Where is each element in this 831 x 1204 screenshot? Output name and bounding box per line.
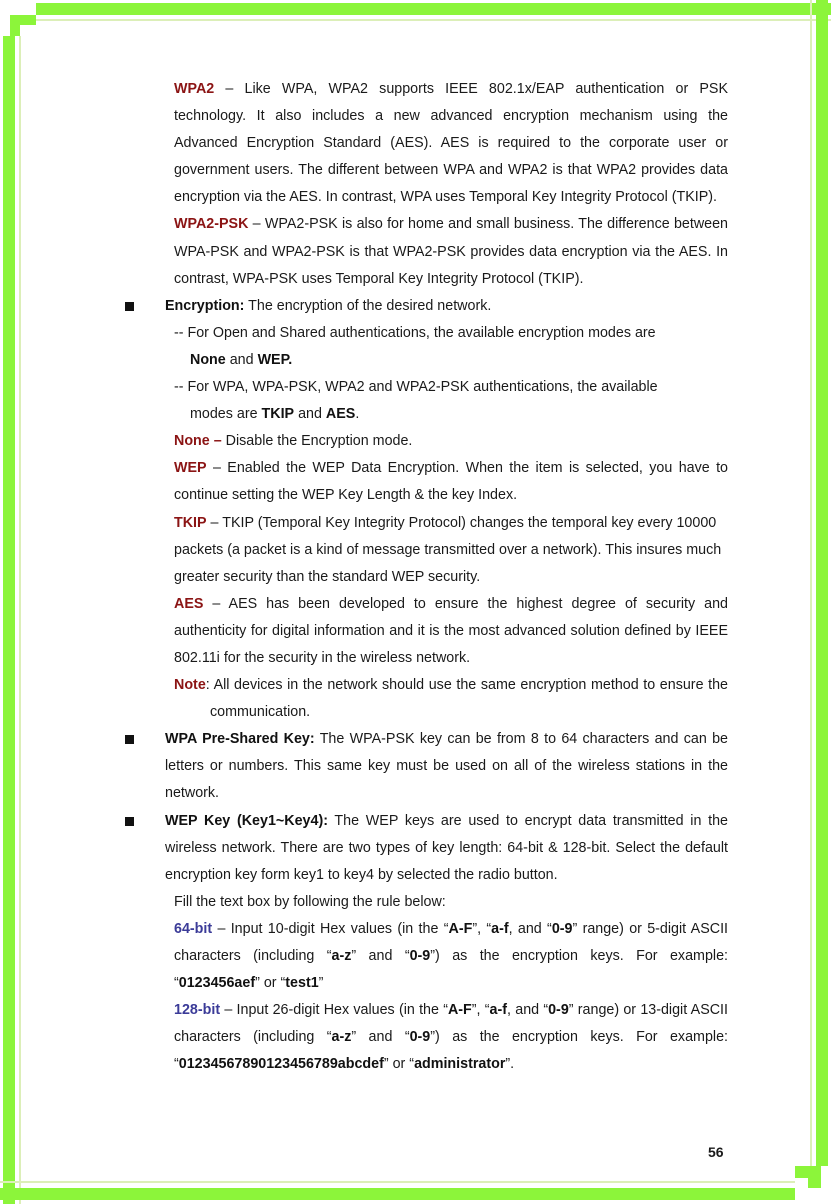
- text: ”) as the encryption keys. For example: “: [174, 1029, 728, 1073]
- example-key: 01234567890123456789abcdef: [178, 1056, 384, 1073]
- text: , and “: [508, 920, 552, 937]
- and-text: and: [225, 351, 258, 368]
- range: A-F: [447, 1002, 472, 1019]
- range: 0-9: [548, 1002, 569, 1019]
- term-aes: AES: [174, 595, 204, 612]
- wpa2psk-text: – WPA2-PSK is also for home and small business. The difference between WPA-PSK and WPA2-PSK is that WPA2-PSK provides data encryption via the AES. In contrast, WPA-PSK uses Temporal Key Integrity Protocol (TKIP).: [174, 216, 728, 287]
- document-body: [165, 76, 728, 1078]
- tkip-text: – TKIP (Temporal Key Integrity Protocol) changes the temporal key every 10000 packets (a packet is a kind of message transmitted over a network). This insures much greater security than the standard WEP security.: [174, 514, 722, 585]
- text: ”) as the encryption keys. For example: “: [174, 948, 728, 992]
- aes-text: – AES has been developed to ensure the highest degree of security and authenticity for digital information and it is the most advanced solution defined by IEEE 802.11i for the security in the wireless network.: [174, 595, 728, 666]
- bit128-paragraph: [165, 997, 728, 1078]
- period: .: [355, 406, 360, 423]
- term-128bit: 128-bit: [174, 1002, 221, 1019]
- encryption-line1: -- For Open and Shared authentications, the available encryption modes are: [174, 324, 656, 341]
- range: a-z: [331, 1029, 352, 1046]
- wpa-psk-key-label: WPA Pre-Shared Key:: [165, 731, 315, 748]
- example-key: test1: [285, 975, 319, 992]
- note-paragraph: [165, 672, 728, 726]
- encryption-line2: -- For WPA, WPA-PSK, WPA2 and WPA2-PSK authentications, the available: [174, 379, 658, 396]
- wep-text: – Enabled the WEP Data Encryption. When the item is selected, you have to continue setting the WEP Key Length & the key Index.: [174, 460, 728, 504]
- mode-tkip: TKIP: [261, 406, 295, 423]
- text: ” and “: [351, 1029, 410, 1046]
- range: 0-9: [551, 920, 573, 937]
- text: ” or “: [383, 1056, 415, 1073]
- text: – Input 26-digit Hex values (in the “: [220, 1002, 448, 1019]
- bullet-wpa-psk-key: [165, 726, 728, 807]
- term-tkip: TKIP: [174, 514, 207, 531]
- range: a-f: [491, 920, 509, 937]
- encryption-line1-modes: [165, 347, 728, 374]
- wpa2psk-paragraph: [165, 211, 728, 292]
- text: ” or “: [255, 975, 286, 992]
- page-number: 56: [708, 1144, 724, 1160]
- mode-none: None: [190, 351, 226, 368]
- none-paragraph: [165, 428, 728, 455]
- wpa2-paragraph: [165, 76, 728, 211]
- term-64bit: 64-bit: [174, 920, 213, 937]
- term-none: None –: [174, 433, 222, 450]
- note-text: : All devices in the network should use the same encryption method to ensure the communication.: [205, 677, 728, 721]
- term-note: Note: [174, 677, 206, 694]
- text: ”, “: [471, 1002, 490, 1019]
- and-text: and: [294, 406, 326, 423]
- range: a-f: [489, 1002, 508, 1019]
- modes-text: modes are: [190, 406, 262, 423]
- text: ” range) or 13-digit ASCII characters (including “: [174, 1002, 729, 1046]
- text: ” and “: [351, 948, 410, 964]
- term-wpa2: WPA2: [174, 81, 215, 97]
- bullet-encryption: [165, 293, 728, 320]
- fill-rule: Fill the text box by following the rule below:: [174, 893, 446, 910]
- encryption-label: Encryption:: [165, 297, 245, 314]
- wep-paragraph: [165, 455, 728, 509]
- mode-aes: AES: [325, 406, 356, 423]
- wpa2-text: – Like WPA, WPA2 supports IEEE 802.1x/EAP authentication or PSK technology. It also includes a new advanced encryption mechanism using the Advanced Encryption Standard (AES). AES is required to the corporate user or government users. The different between WPA and WPA2 is that WPA2 provides data encryption via the AES. In contrast, WPA uses Temporal Key Integrity Protocol (TKIP).: [174, 81, 728, 206]
- none-text: Disable the Encryption mode.: [221, 433, 413, 450]
- wep-key-text: The WEP keys are used to encrypt data transmitted in the wireless network. There are two types of key length: 64-bit & 128-bit. Select the default encryption key form key1 to key4 by selected the radio button.: [165, 812, 728, 883]
- example-key: 0123456aef: [178, 975, 256, 992]
- range: 0-9: [409, 948, 431, 964]
- mode-wep: WEP.: [257, 351, 293, 368]
- aes-paragraph: [165, 591, 728, 672]
- encryption-line2-modes: [165, 401, 728, 428]
- text: ”: [318, 975, 324, 992]
- bullet-wep-key: [165, 808, 728, 889]
- range: a-z: [331, 948, 352, 964]
- example-key: administrator: [414, 1056, 506, 1073]
- encryption-text: The encryption of the desired network.: [244, 297, 492, 314]
- wpa-psk-key-text: The WPA-PSK key can be from 8 to 64 characters and can be letters or numbers. This same key must be used on all of the wireless stations in the network.: [165, 731, 729, 802]
- wep-key-label: WEP Key (Key1~Key4):: [165, 812, 328, 829]
- text: ”.: [505, 1056, 515, 1073]
- text: ” range) or 5-digit ASCII characters (including “: [174, 920, 729, 964]
- text: , and “: [507, 1002, 549, 1019]
- tkip-paragraph: [165, 510, 728, 591]
- range: 0-9: [409, 1029, 431, 1046]
- term-wpa2psk: WPA2-PSK: [174, 216, 249, 233]
- text: ”, “: [472, 920, 492, 937]
- range: A-F: [448, 920, 473, 937]
- term-wep: WEP: [174, 460, 207, 477]
- bit64-paragraph: [165, 916, 728, 997]
- text: – Input 10-digit Hex values (in the “: [212, 920, 449, 937]
